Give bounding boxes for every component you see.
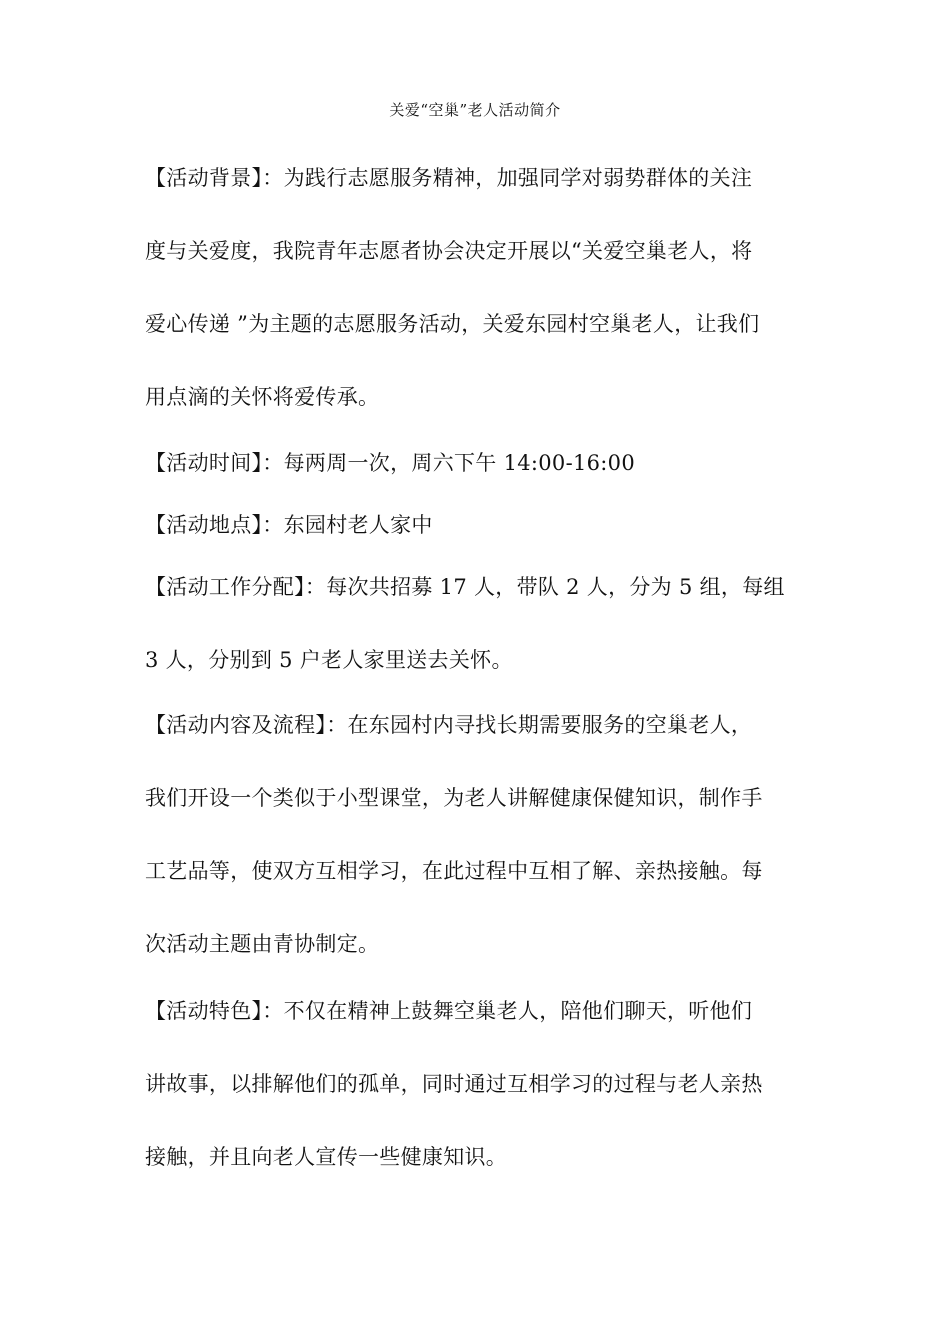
document-title: 关爱“空巢”老人活动简介 xyxy=(389,101,561,119)
text-line: 用点滴的关怀将爱传承。 xyxy=(145,385,380,409)
text-line: 讲故事，以排解他们的孤单，同时通过互相学习的过程与老人亲热 xyxy=(145,1072,763,1096)
text-line: 【活动工作分配】：每次共招募 17 人，带队 2 人，分为 5 组，每组 xyxy=(145,575,785,599)
text-line: 工艺品等，使双方互相学习，在此过程中互相了解、亲热接触。每 xyxy=(145,859,763,883)
section-background xyxy=(145,163,810,414)
text-line: 爱心传递 ”为主题的志愿服务活动，关爱东园村空巢老人，让我们 xyxy=(145,312,760,336)
section-assignment xyxy=(145,572,810,677)
text-line: 度与关爱度，我院青年志愿者协会决定开展以“关爱空巢老人，将 xyxy=(145,239,753,263)
text-line: 我们开设一个类似于小型课堂，为老人讲解健康保健知识，制作手 xyxy=(145,786,763,810)
text-line: 接触，并且向老人宣传一些健康知识。 xyxy=(145,1145,508,1169)
section-time xyxy=(145,448,810,480)
text-line: 【活动背景】：为践行志愿服务精神，加强同学对弱势群体的关注 xyxy=(145,166,753,190)
section-features xyxy=(145,996,810,1174)
text-line: 【活动内容及流程】：在东园村内寻找长期需要服务的空巢老人， xyxy=(145,713,753,737)
section-content-process xyxy=(145,710,810,961)
text-line: 【活动时间】：每两周一次，周六下午 14:00-16:00 xyxy=(145,451,636,475)
text-line: 【活动地点】：东园村老人家中 xyxy=(145,513,433,537)
section-location xyxy=(145,510,810,542)
text-line: 3 人，分别到 5 户老人家里送去关怀。 xyxy=(145,648,513,672)
text-line: 次活动主题由青协制定。 xyxy=(145,932,380,956)
text-line: 【活动特色】：不仅在精神上鼓舞空巢老人，陪他们聊天，听他们 xyxy=(145,999,753,1023)
